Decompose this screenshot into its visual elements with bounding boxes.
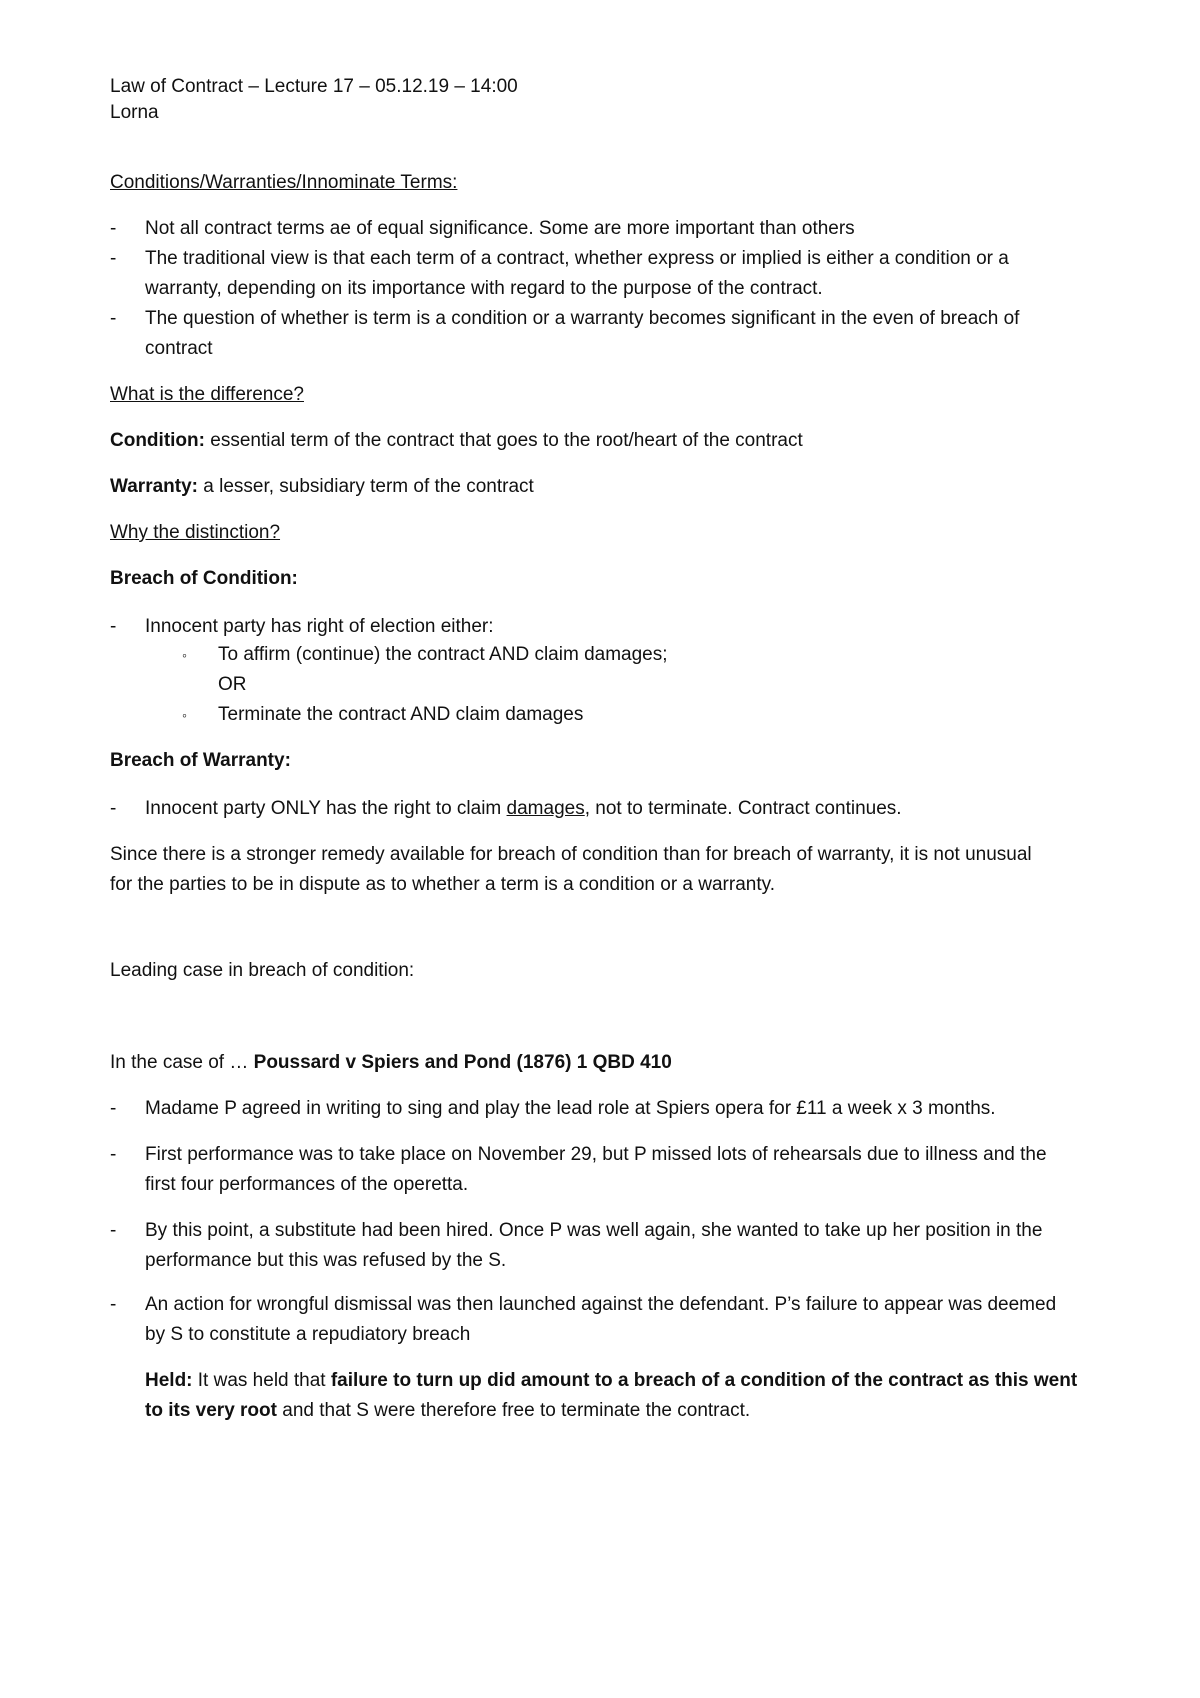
condition-definition (110, 428, 803, 454)
list-dash: - (110, 798, 117, 819)
case-name: Poussard v Spiers and Pond (1876) 1 QBD 410 (253, 1052, 672, 1073)
author-name: Lorna (110, 102, 159, 123)
held-label: Held: (145, 1370, 193, 1391)
condition-text: essential term of the contract that goes to the root/heart of the contract (204, 430, 803, 451)
list-dash: - (110, 308, 117, 329)
condition-label: Condition: (110, 430, 205, 451)
held-paragraph: Held: It was held that failure to turn up did amount to a breach of a condition of the contract as this went (145, 1370, 1078, 1391)
list-item-continuation: first four performances of the operetta. (145, 1174, 469, 1195)
list-dash: - (110, 248, 117, 269)
sub-list-item: Terminate the contract AND claim damages (218, 704, 584, 725)
damages-underlined: damages (506, 798, 585, 819)
list-item: The traditional view is that each term of a contract, whether express or implied is either a condition or a (145, 248, 1009, 269)
list-item-continuation: by S to constitute a repudiatory breach (145, 1324, 471, 1345)
list-item: Innocent party has right of election either: (145, 616, 494, 637)
breach-of-condition-heading: Breach of Condition: (110, 568, 298, 589)
list-item: Madame P agreed in writing to sing and play the lead role at Spiers opera for £11 a week x 3 months. (145, 1098, 996, 1119)
sub-bullet: ◦ (182, 647, 187, 663)
warranty-text: a lesser, subsidiary term of the contract (197, 476, 534, 497)
warranty-definition (110, 474, 534, 500)
section-heading-difference: What is the difference? (110, 384, 304, 405)
list-dash: - (110, 218, 117, 239)
sub-bullet: ◦ (182, 707, 187, 723)
held-paragraph-continuation: to its very root and that S were therefore free to terminate the contract. (145, 1400, 751, 1421)
list-item: Not all contract terms ae of equal significance. Some are more important than others (145, 218, 855, 239)
list-dash: - (110, 1220, 117, 1241)
case-intro: In the case of … Poussard v Spiers and Pond (1876) 1 QBD 410 (110, 1052, 672, 1073)
list-item: The question of whether is term is a condition or a warranty becomes significant in the even of breach of (145, 308, 1020, 329)
breach-of-warranty-heading: Breach of Warranty: (110, 750, 291, 771)
section-heading-terms: Conditions/Warranties/Innominate Terms: (110, 172, 458, 193)
list-item-continuation: warranty, depending on its importance with regard to the purpose of the contract. (145, 278, 823, 299)
section-heading-distinction: Why the distinction? (110, 522, 281, 543)
list-item-continuation: contract (145, 338, 213, 359)
sub-list-item: To affirm (continue) the contract AND claim damages; (218, 644, 668, 665)
list-item: Innocent party ONLY has the right to claim damages, not to terminate. Contract continues. (145, 798, 902, 819)
list-item-continuation: performance but this was refused by the S. (145, 1250, 507, 1271)
list-dash: - (110, 1294, 117, 1315)
list-item: By this point, a substitute had been hired. Once P was well again, she wanted to take up her position in the (145, 1220, 1043, 1241)
paragraph-line: for the parties to be in dispute as to whether a term is a condition or a warranty. (110, 874, 775, 895)
list-item: An action for wrongful dismissal was then launched against the defendant. P’s failure to appear was deemed (145, 1294, 1057, 1315)
leading-case-heading: Leading case in breach of condition: (110, 960, 415, 981)
list-dash: - (110, 1144, 117, 1165)
lecture-title: Law of Contract – Lecture 17 – 05.12.19 – 14:00 (110, 76, 518, 97)
sub-list-or: OR (218, 674, 247, 695)
list-dash: - (110, 616, 117, 637)
warranty-label: Warranty: (110, 476, 198, 497)
list-dash: - (110, 1098, 117, 1119)
list-item: First performance was to take place on November 29, but P missed lots of rehearsals due to illness and the (145, 1144, 1047, 1165)
paragraph-line: Since there is a stronger remedy available for breach of condition than for breach of warranty, it is not unusual (110, 844, 1032, 865)
